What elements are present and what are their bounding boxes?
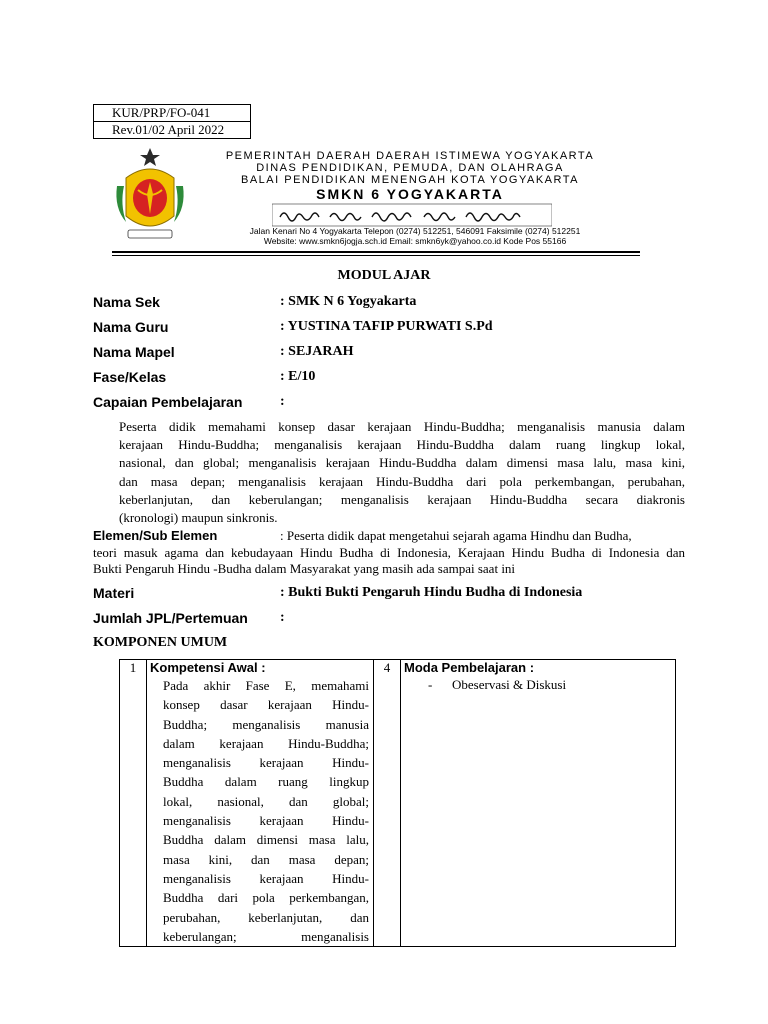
learning-outcomes-paragraph — [119, 418, 685, 527]
field-label-hours: Jumlah JPL/Pertemuan — [93, 610, 248, 626]
field-label-subject: Nama Mapel — [93, 344, 175, 360]
initial-competence-text — [147, 676, 373, 946]
components-table — [119, 659, 676, 947]
document-code-box — [93, 104, 251, 139]
field-value-hours: : — [280, 610, 285, 625]
field-label-learning-outcomes: Capaian Pembelajaran — [93, 394, 243, 410]
cell-line: Buddha dalam ruang lingkup — [163, 774, 369, 790]
table-row — [120, 660, 676, 947]
letterhead-address: Jalan Kenari No 4 Yogyakarta Telepon (0274) 512251, 546091 Faksimile (0274) 512251 — [249, 226, 581, 236]
paragraph-line: Peserta didik memahami konsep dasar kerajaan Hindu-Buddha; menganalisis manusia dalam — [119, 419, 685, 434]
field-value-teacher: : YUSTINA TAFIP PURWATI S.Pd — [280, 319, 493, 334]
table-cell-number: 1 — [120, 660, 147, 947]
cell-line: masa kini, dan masa depan; — [163, 851, 369, 867]
letterhead-school-name: SMKN 6 YOGYAKARTA — [316, 186, 504, 202]
cell-line: dalam kerajaan Hindu-Buddha; — [163, 735, 369, 751]
cell-line: Buddha; menganalisis manusia — [163, 716, 369, 732]
form-code: KUR/PRP/FO-041 — [112, 105, 211, 120]
section-heading-general-components: KOMPONEN UMUM — [93, 635, 228, 650]
field-value-material: : Bukti Bukti Pengaruh Hindu Budha di Indonesia — [280, 585, 583, 600]
learning-mode-heading: Moda Pembelajaran : — [404, 660, 535, 675]
bullet-dash: - — [428, 677, 433, 692]
letterhead-government: PEMERINTAH DAERAH DAERAH ISTIMEWA YOGYAKARTA — [225, 150, 595, 162]
page-title: MODUL AJAR — [337, 268, 431, 283]
yogyakarta-emblem-logo — [112, 146, 188, 242]
cell-line: menganalisis kerajaan Hindu- — [163, 755, 369, 771]
cell-line: Buddha dalam dimensi masa lalu, — [163, 832, 369, 848]
field-label-material: Materi — [93, 585, 135, 601]
learning-mode-item: Obeservasi & Diskusi — [452, 677, 567, 692]
list-item — [401, 676, 675, 693]
table-cell-initial-competence — [147, 660, 374, 947]
table-cell-learning-mode — [401, 660, 676, 947]
cell-line: Pada akhir Fase E, memahami — [163, 678, 369, 693]
cell-line: menganalisis kerajaan Hindu- — [163, 813, 369, 829]
element-first-line — [93, 528, 685, 545]
letterhead-divider — [112, 251, 640, 253]
paragraph-line: keberlanjutan, dan keberulangan; menganalisis kerajaan Hindu-Buddha secara diakronis — [119, 491, 685, 507]
cell-line: keberulangan; menganalisis — [163, 928, 369, 944]
element-line: teori masuk agama dan kebudayaan Hindu Budha di Indonesia, Kerajaan Hindu Budha di Indonesia dan — [93, 544, 685, 560]
paragraph-line: kerajaan Hindu-Buddha; menganalisis kerajaan Hindu-Buddha dalam ruang lingkup lokal, — [119, 437, 685, 453]
field-label-school: Nama Sek — [93, 294, 160, 310]
revision-date: Rev.01/02 April 2022 — [94, 121, 250, 138]
element-section — [93, 528, 685, 578]
cell-line: Buddha dari pola perkembangan, — [163, 890, 369, 906]
field-label-teacher: Nama Guru — [93, 319, 169, 335]
field-label-element: Elemen/Sub Elemen — [93, 528, 218, 543]
cell-line: lokal, nasional, dan global; — [163, 793, 369, 809]
letterhead-website-email: Website: www.smkn6jogja.sch.id Email: smkn6yk@yahoo.co.id Kode Pos 55166 — [263, 236, 567, 246]
letterhead-office: BALAI PENDIDIKAN MENENGAH KOTA YOGYAKARTA — [241, 174, 579, 186]
cell-line: menganalisis kerajaan Hindu- — [163, 870, 369, 886]
field-value-element: : Peserta didik dapat mengetahui sejarah agama Hindhu dan Budha, — [280, 528, 632, 543]
letterhead-department: DINAS PENDIDIKAN, PEMUDA, DAN OLAHRAGA — [256, 162, 564, 174]
javanese-script-signage — [272, 203, 552, 227]
field-label-phase-class: Fase/Kelas — [93, 369, 167, 385]
table-cell-number: 4 — [374, 660, 401, 947]
initial-competence-heading: Kompetensi Awal : — [150, 660, 266, 675]
element-line: Bukti Pengaruh Hindu -Budha dalam Masyarakat yang masih ada sampai saat ini — [93, 561, 516, 576]
paragraph-line: nasional, dan global; menganalisis kerajaan Hindu-Buddha dalam dimensi masa lalu, masa kini, — [119, 455, 685, 471]
cell-line: perubahan, keberlanjutan, dan — [163, 909, 369, 925]
cell-line: konsep dasar kerajaan Hindu- — [163, 697, 369, 713]
paragraph-line: dan masa depan; menganalisis kerajaan Hindu-Buddha dari pola perkembangan, perubahan, — [119, 473, 685, 489]
field-value-phase-class: : E/10 — [280, 369, 316, 384]
field-value-school: : SMK N 6 Yogyakarta — [280, 294, 417, 309]
field-value-subject: : SEJARAH — [280, 344, 354, 359]
paragraph-line: (kronologi) maupun sinkronis. — [119, 509, 278, 525]
letterhead-divider-thin — [112, 255, 640, 256]
field-value-learning-outcomes: : — [280, 394, 285, 409]
